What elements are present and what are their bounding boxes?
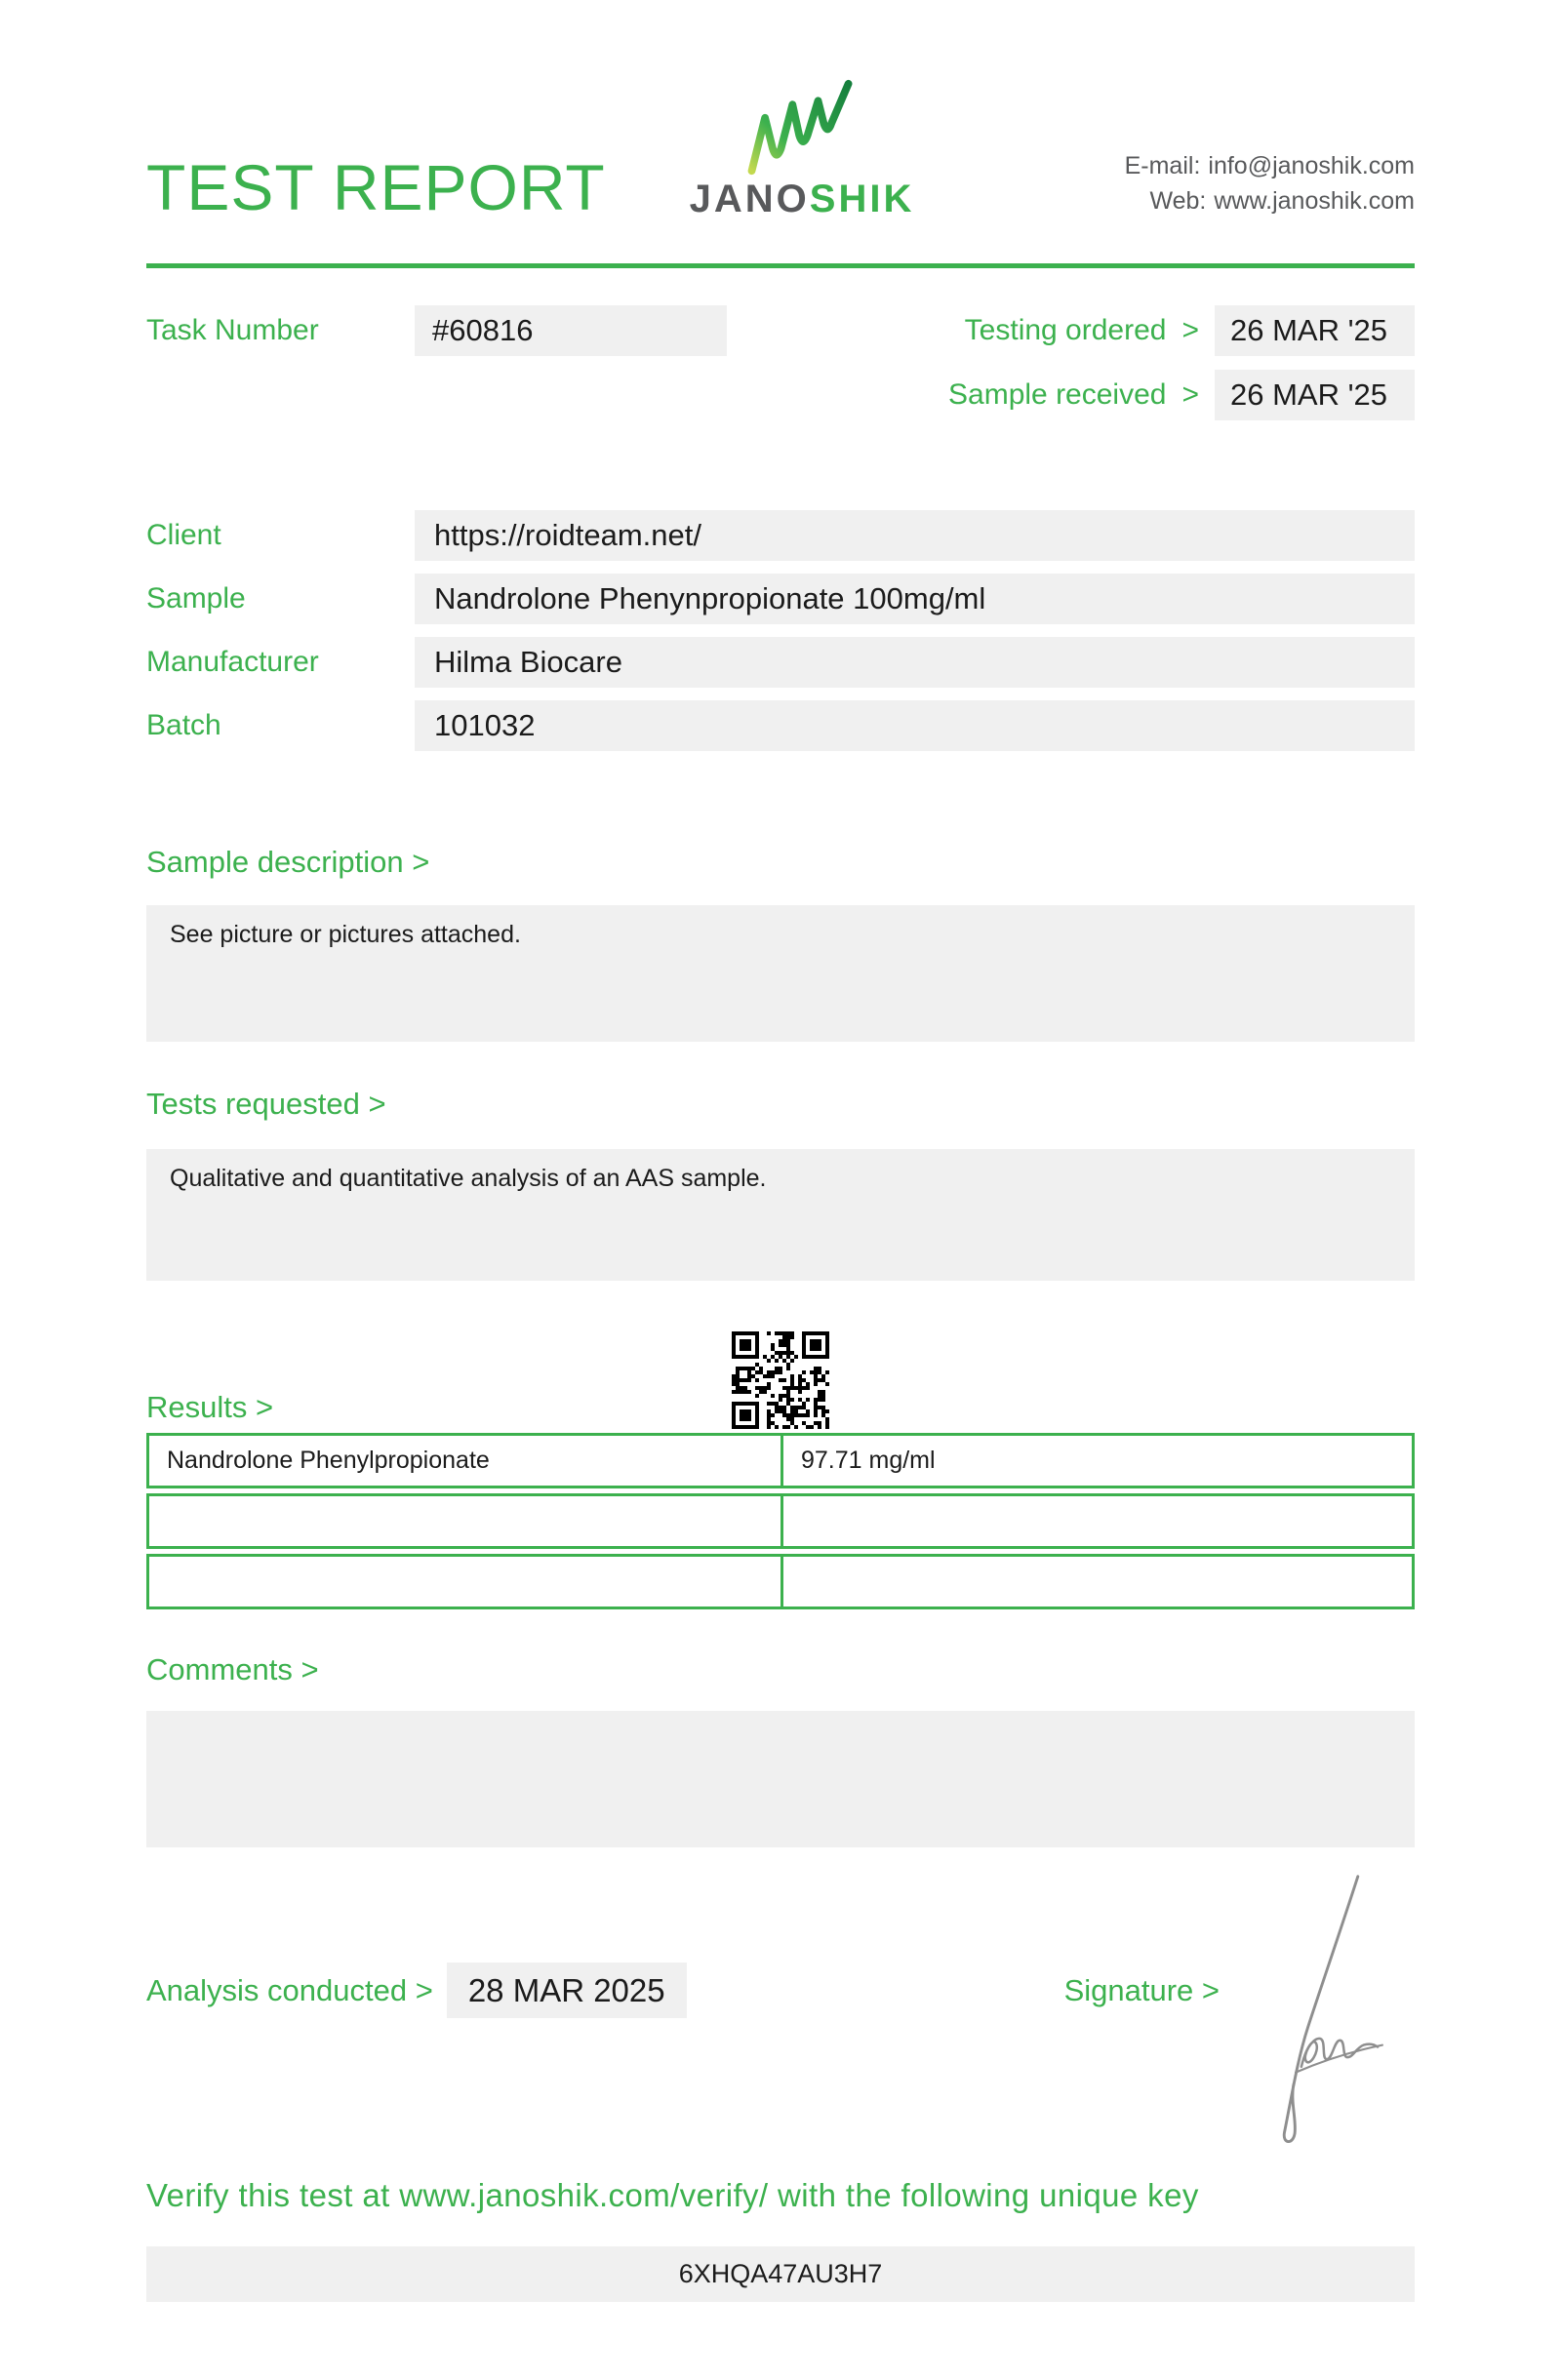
email-label: E-mail: — [1124, 151, 1201, 179]
qr-code — [732, 1331, 829, 1429]
task-number-value: #60816 — [415, 305, 727, 356]
signature-label: Signature > — [1063, 1972, 1220, 2007]
analysis-signature-row — [146, 1963, 1415, 2018]
brand-wordmark — [690, 179, 915, 218]
result-value-cell — [783, 1496, 1412, 1546]
batch-value: 101032 — [415, 700, 1415, 751]
contact-block — [1125, 148, 1415, 219]
meta-row — [146, 305, 1415, 420]
result-value-cell: 97.71 mg/ml — [801, 1447, 936, 1474]
testing-ordered-label: Testing ordered — [964, 314, 1167, 346]
chevron-right-icon: > — [1181, 378, 1199, 411]
batch-label: Batch — [146, 709, 221, 741]
sample-received-label: Sample received — [948, 378, 1167, 411]
result-substance-cell: Nandrolone Phenylpropionate — [149, 1436, 783, 1486]
client-row — [146, 510, 1415, 561]
sample-description-heading: Sample description > — [146, 845, 430, 879]
manufacturer-label: Manufacturer — [146, 646, 319, 678]
comments-box — [146, 1711, 1415, 1847]
table-row — [146, 1554, 1415, 1609]
analysis-conducted-label: Analysis conducted > — [146, 1972, 433, 2007]
client-label: Client — [146, 519, 221, 551]
sample-description-box: See picture or pictures attached. — [146, 905, 1415, 1042]
brand-right: SHIK — [809, 178, 915, 220]
manufacturer-row — [146, 637, 1415, 688]
dates-group — [948, 305, 1415, 420]
table-row — [146, 1433, 1415, 1488]
testing-ordered-value: 26 MAR '25 — [1215, 305, 1415, 356]
chart-arrow-icon — [740, 78, 864, 178]
verify-instruction: Verify this test at www.janoshik.com/verify/ with the following unique key — [146, 2177, 1199, 2213]
chevron-right-icon: > — [1181, 314, 1199, 346]
analysis-date-value: 28 MAR 2025 — [447, 1963, 687, 2018]
result-value-cell — [783, 1557, 1412, 1606]
email-value: info@janoshik.com — [1208, 151, 1415, 179]
janoshik-logo — [690, 78, 915, 218]
header-divider — [146, 263, 1415, 268]
results-header-area — [146, 1324, 1415, 1425]
brand-left: JANO — [689, 178, 810, 220]
manufacturer-value: Hilma Biocare — [415, 637, 1415, 688]
sample-info-block — [146, 510, 1415, 751]
unique-key-value: 6XHQA47AU3H7 — [146, 2246, 1415, 2302]
signature-image — [1244, 1871, 1405, 2144]
page-title: TEST REPORT — [146, 151, 606, 224]
results-table — [146, 1433, 1415, 1609]
contact-web-line — [1125, 183, 1415, 218]
tests-requested-box: Qualitative and quantitative analysis of an AAS sample. — [146, 1149, 1415, 1281]
results-heading: Results > — [146, 1390, 274, 1424]
task-number-label: Task Number — [146, 314, 319, 346]
test-report-page — [146, 78, 1415, 2302]
web-label: Web: — [1149, 186, 1207, 215]
sample-value: Nandrolone Phenynpropionate 100mg/ml — [415, 574, 1415, 624]
client-value: https://roidteam.net/ — [415, 510, 1415, 561]
batch-row — [146, 700, 1415, 751]
result-substance-cell — [149, 1557, 783, 1606]
result-substance-cell — [149, 1496, 783, 1546]
sample-received-value: 26 MAR '25 — [1215, 370, 1415, 420]
sample-row — [146, 574, 1415, 624]
web-value: www.janoshik.com — [1214, 186, 1415, 215]
table-row — [146, 1493, 1415, 1549]
tests-requested-heading: Tests requested > — [146, 1087, 386, 1121]
comments-heading: Comments > — [146, 1652, 319, 1686]
contact-email-line — [1125, 148, 1415, 183]
report-header — [146, 78, 1415, 224]
sample-label: Sample — [146, 582, 246, 615]
task-number-group — [146, 305, 727, 356]
testing-ordered-row — [948, 305, 1415, 356]
sample-received-row — [948, 370, 1415, 420]
